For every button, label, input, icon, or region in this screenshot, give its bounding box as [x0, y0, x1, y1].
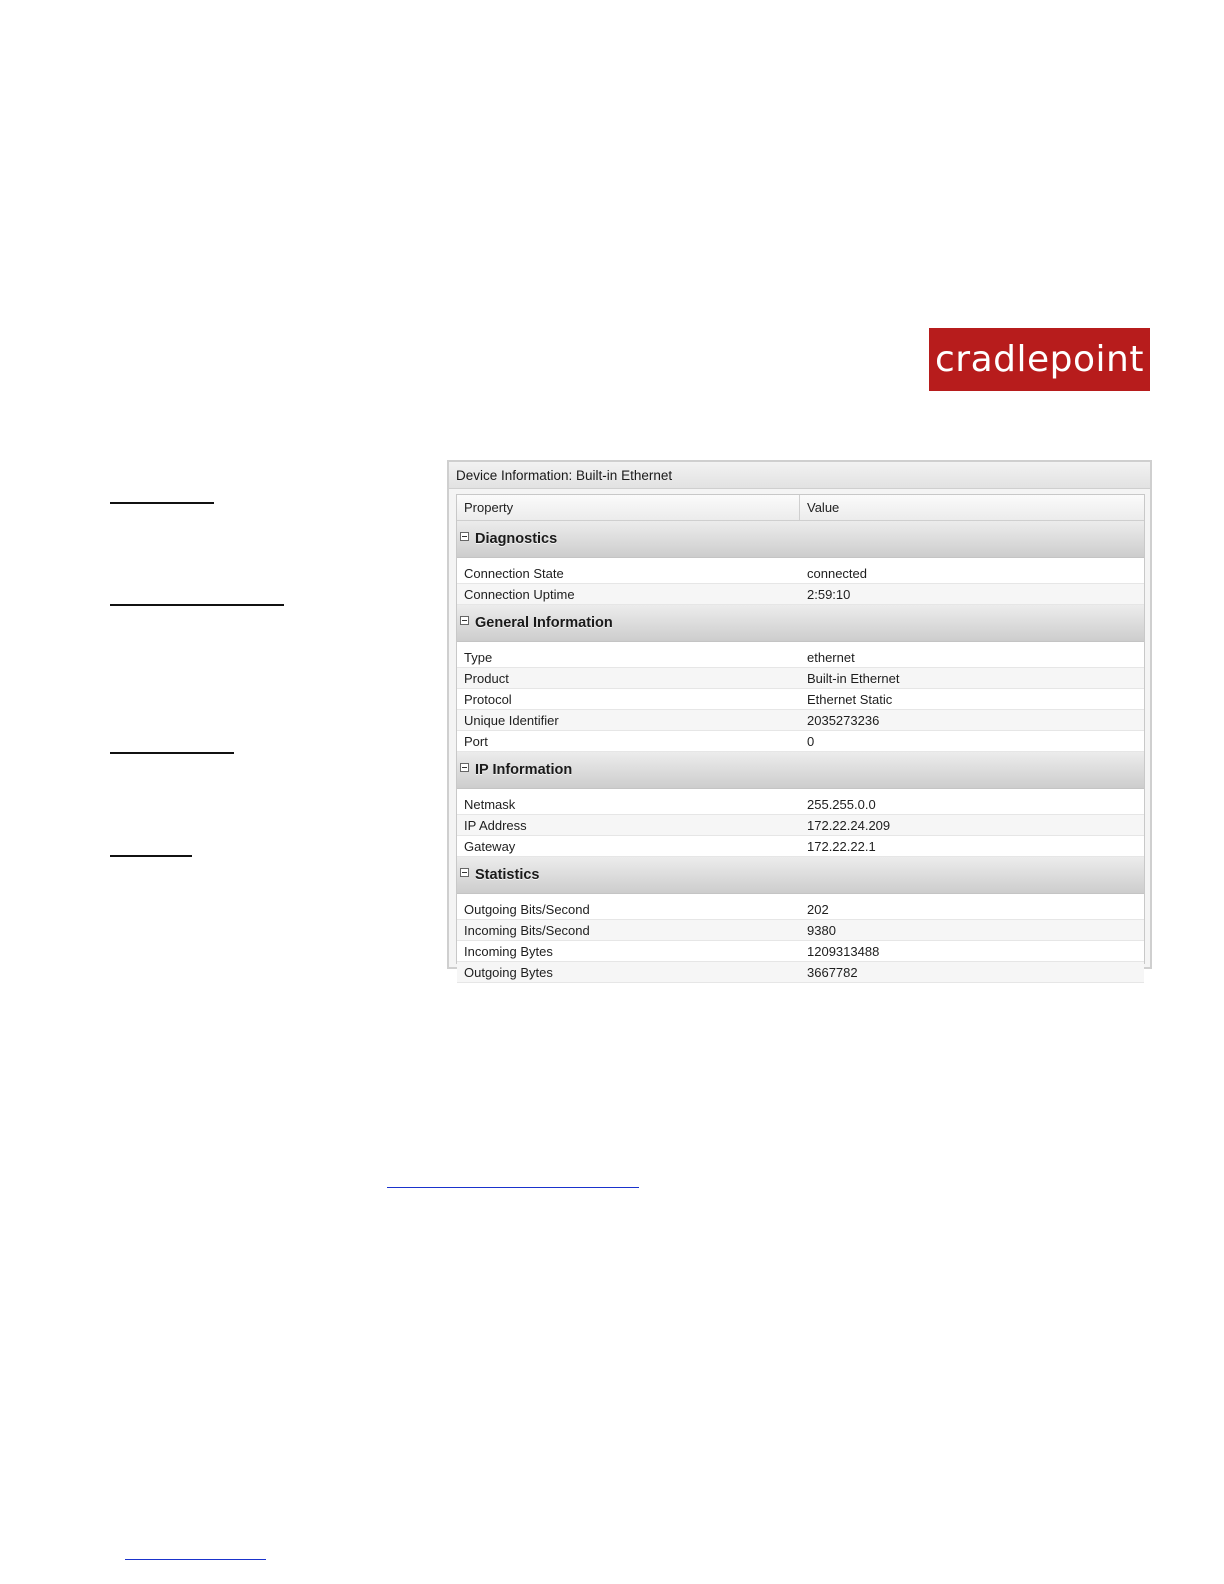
- section-title: Statistics: [475, 867, 540, 883]
- value-cell: 255.255.0.0: [807, 797, 876, 812]
- property-cell: Incoming Bits/Second: [464, 923, 590, 938]
- table-row[interactable]: [457, 731, 1144, 752]
- property-cell: Protocol: [464, 692, 512, 707]
- value-cell: ethernet: [807, 650, 855, 665]
- collapse-icon[interactable]: [460, 868, 469, 877]
- table-row[interactable]: [457, 899, 1144, 920]
- section-header-diagnostics[interactable]: [457, 521, 1144, 558]
- table-row[interactable]: [457, 689, 1144, 710]
- panel-title: Device Information: Built-in Ethernet: [449, 462, 1150, 489]
- property-cell: Gateway: [464, 839, 516, 854]
- table-row[interactable]: [457, 920, 1144, 941]
- property-grid: [456, 494, 1145, 980]
- value-cell: Ethernet Static: [807, 692, 893, 707]
- table-row[interactable]: [457, 794, 1144, 815]
- section-title: IP Information: [475, 762, 573, 778]
- cradlepoint-logo: [929, 328, 1150, 391]
- value-cell: 202: [807, 902, 829, 917]
- grid-body: [457, 521, 1144, 983]
- side-heading-underline: [110, 855, 192, 857]
- section-header-general-information[interactable]: [457, 605, 1144, 642]
- collapse-icon[interactable]: [460, 763, 469, 772]
- value-cell: 1209313488: [807, 944, 880, 959]
- link-underline[interactable]: [387, 1187, 639, 1188]
- device-information-panel: [447, 460, 1152, 980]
- value-cell: 9380: [807, 923, 836, 938]
- value-cell: 2035273236: [807, 713, 880, 728]
- column-header-value[interactable]: Value: [807, 500, 840, 515]
- grid-header: [457, 495, 1144, 521]
- section-header-ip-information[interactable]: [457, 752, 1144, 789]
- property-cell: Netmask: [464, 797, 516, 812]
- property-cell: IP Address: [464, 818, 527, 833]
- value-cell: 172.22.24.209: [807, 818, 891, 833]
- property-cell: Product: [464, 671, 509, 686]
- side-heading-underline: [110, 604, 284, 606]
- property-cell: Port: [464, 734, 488, 749]
- logo-text: cradlepoint: [935, 339, 1144, 380]
- value-cell: 3667782: [807, 965, 858, 980]
- table-row[interactable]: [457, 836, 1144, 857]
- table-row[interactable]: [457, 941, 1144, 962]
- property-cell: Connection State: [464, 566, 564, 581]
- collapse-icon[interactable]: [460, 616, 469, 625]
- property-cell: Outgoing Bytes: [464, 965, 553, 980]
- table-row[interactable]: [457, 647, 1144, 668]
- table-row[interactable]: [457, 668, 1144, 689]
- section-header-statistics[interactable]: [457, 857, 1144, 894]
- collapse-icon[interactable]: [460, 532, 469, 541]
- value-cell: 0: [807, 734, 815, 749]
- value-cell: connected: [807, 566, 867, 581]
- side-heading-underline: [110, 502, 214, 504]
- table-row[interactable]: [457, 584, 1144, 605]
- value-cell: 172.22.22.1: [807, 839, 876, 854]
- property-cell: Unique Identifier: [464, 713, 559, 728]
- property-cell: Type: [464, 650, 493, 665]
- side-heading-underline: [110, 752, 234, 754]
- property-cell: Incoming Bytes: [464, 944, 553, 959]
- link-underline[interactable]: [125, 1559, 266, 1560]
- table-row[interactable]: [457, 815, 1144, 836]
- property-cell: Outgoing Bits/Second: [464, 902, 590, 917]
- value-cell: 2:59:10: [807, 587, 851, 602]
- value-cell: Built-in Ethernet: [807, 671, 900, 686]
- column-header-property[interactable]: Property: [457, 495, 800, 520]
- section-title: Diagnostics: [475, 531, 558, 547]
- table-row[interactable]: [457, 563, 1144, 584]
- table-row[interactable]: [457, 962, 1144, 983]
- property-cell: Connection Uptime: [464, 587, 575, 602]
- table-row[interactable]: [457, 710, 1144, 731]
- section-title: General Information: [475, 615, 613, 631]
